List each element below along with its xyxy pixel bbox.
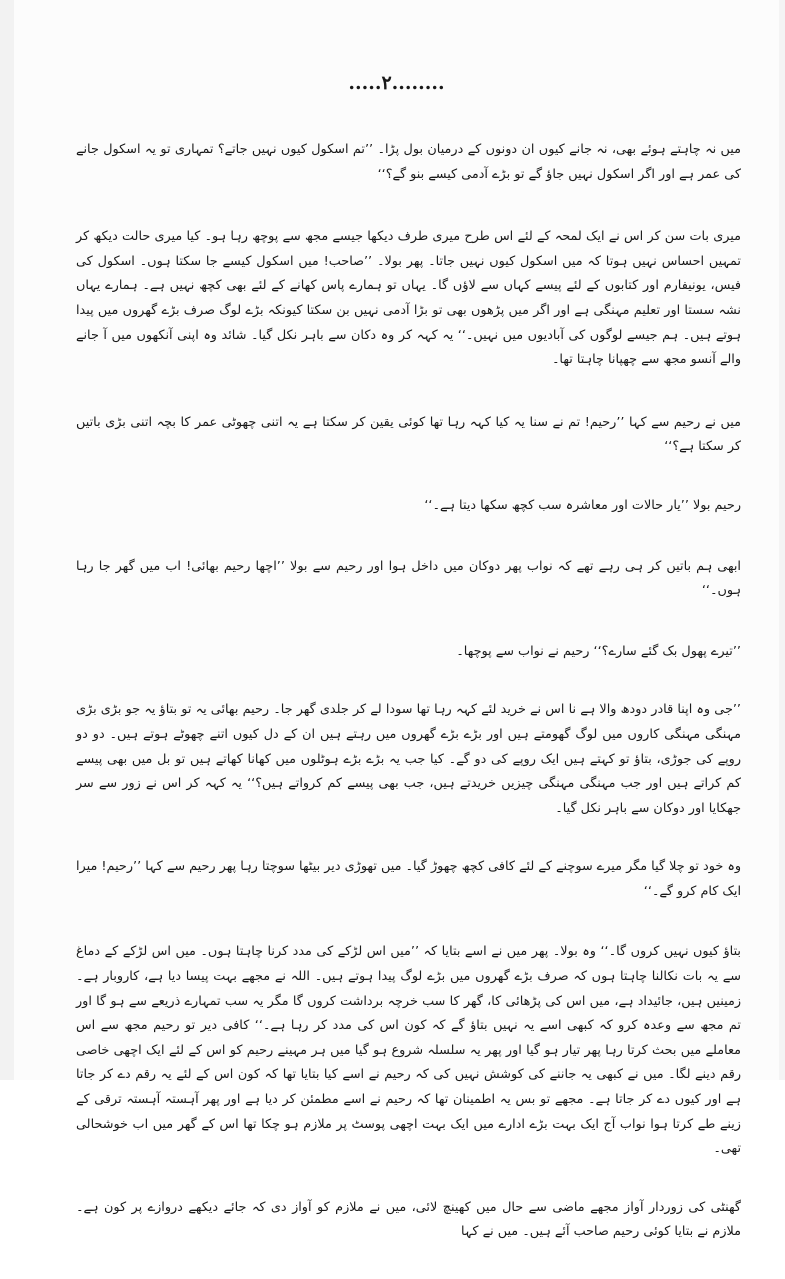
paragraph-8: وہ خود تو چلا گیا مگر میرے سوچنے کے لئے کافی کچھ چھوڑ گیا۔ میں تھوڑی دیر بیٹھا سوچتا رہا پھر رحیم سے کہا ’’رحیم! میرا ایک کام کرو گے۔‘‘ xyxy=(76,859,741,899)
paragraph-2: میری بات سن کر اس نے ایک لمحہ کے لئے اس طرح میری طرف دیکھا جیسے مجھ سے پوچھ رہا ہو۔ کیا میری حالت دیکھ کر تمہیں احساس نہیں ہوتا کہ میں اسکول کیوں نہیں جاتا۔ پھر بولا۔ ’’صاحب! میں اسکول کیسے جا سکتا ہوں۔ اسکول کی فیس، یونیفارم اور کتابوں کے لئے پیسے کہاں سے لاؤں گا۔ یہاں تو ہمارے پاس کھانے کے لئے بھی کچھ نہیں ہے۔ ہمارے یہاں نشہ سستا اور تعلیم مہنگی ہے اور اگر میں پڑھوں بھی تو بڑا آدمی نہیں بن سکتا کیونکہ بڑے لوگ صرف بڑے گھروں میں پیدا ہوتے ہیں۔ ہم جیسے لوگوں کی آبادیوں میں نہیں۔‘‘ یہ کہہ کر وہ دکان سے باہر نکل گیا۔ شائد وہ اپنی آنکھوں میں آ جانے والے آنسو مجھ سے چھپانا چاہتا تھا۔ xyxy=(76,229,741,368)
story-text xyxy=(76,138,741,1279)
paragraph-4: رحیم بولا ’’یار حالات اور معاشرہ سب کچھ سکھا دیتا ہے۔‘‘ xyxy=(424,497,741,513)
paragraph-9: بتاؤ کیوں نہیں کروں گا۔‘‘ وہ بولا۔ پھر میں نے اسے بتایا کہ ’’میں اس لڑکے کی مدد کرنا چاہتا ہوں۔ میں اس لڑکے کے دماغ سے یہ بات نکالنا چاہتا ہوں کہ صرف بڑے گھروں میں بڑے لوگ پیدا ہوتے ہیں۔ اللہ نے مجھے بہت پیسا دیا ہے، کاروبار ہے۔ زمینیں ہیں، جائیداد ہے، میں اس کی پڑھائی کا، گھر کا سب خرچہ برداشت کروں گا مگر یہ سب تمہارے ذریعے سے ہو گا اور تم مجھ سے وعدہ کرو کہ کبھی اسے یہ نہیں بتاؤ گے کہ کون اس کی مدد کر رہا ہے۔‘‘ کافی دیر تو رحیم مجھ سے اس معاملے میں بحث کرتا رہا پھر تیار ہو گیا اور پھر یہ سلسلہ شروع ہو گیا میں ہر مہینے رحیم کو اس کے لئے ایک اچھی خاصی رقم دینے لگا۔ میں نے کبھی یہ جاننے کی کوشش نہیں کی کہ رحیم نے اسے کیا بتایا تھا کہ کون اس کے لئے یہ رقم دے کر جاتا ہے اور کیوں دے کر جاتا ہے۔ مجھے تو بس یہ اطمینان تھا کہ رحیم نے اسے مطمئن کر دیا ہے اور پھر آہستہ آہستہ ترقی کے زینے طے کرتا ہوا نواب آج ایک بہت بڑے ادارے میں ایک بہت اچھی پوسٹ پر ملازم ہو چکا تھا اس کے گھر میں اب خوشحالی تھی۔ xyxy=(76,944,741,1157)
paragraph-6: ’’تیرے پھول بک گئے سارے؟‘‘ رحیم نے نواب سے پوچھا۔ xyxy=(456,643,741,659)
paragraph-3: میں نے رحیم سے کہا ’’رحیم! تم نے سنا یہ کیا کہہ رہا تھا کوئی یقین کر سکتا ہے یہ اتنی چھوٹی عمر کا بچہ اتنی بڑی باتیں کر سکتا ہے؟‘‘ xyxy=(76,414,741,455)
paragraph-1: میں نہ چاہتے ہوئے بھی، نہ جانے کیوں ان دونوں کے درمیان بول پڑا۔ ’’تم اسکول کیوں نہیں جاتے؟ تمہاری تو یہ اسکول جانے کی عمر ہے اور اگر اسکول نہیں جاؤ گے تو بڑے آدمی کیسے بنو گے؟‘‘ xyxy=(76,142,741,182)
page-number: .....۲........ xyxy=(348,72,445,94)
paragraph-10: گھنٹی کی زوردار آواز مجھے ماضی سے حال میں کھینچ لائی، میں نے ملازم کو آواز دی کہ جائے دیکھے دروازے پر کون ہے۔ ملازم نے بتایا کوئی رحیم صاحب آئے ہیں۔ میں نے کہا xyxy=(76,1199,741,1240)
paragraph-7: ’’جی وہ اپنا قادر دودھ والا ہے نا اس نے خرید لئے کہہ رہا تھا سودا لے کر جلدی گھر جا۔ رحیم بھائی یہ تو بتاؤ یہ جو بڑی بڑی مہنگی مہنگی کاروں میں لوگ گھومتے ہیں اور بڑے بڑے گھروں میں رہتے ہیں ان کے دل کیوں اتنے چھوٹے ہوتے ہیں۔ دو دو روپے کی جوڑی، بتاؤ تو کہتے ہیں ایک روپے کی دو گے۔ کیا جب یہ بڑے بڑے ہوٹلوں میں کھانا کھاتے ہیں تو بل میں بھی پیسے کم کراتے ہیں اور جب مہنگی مہنگی چیزیں خریدتے ہیں، جب بھی پیسے کم کرواتے ہیں؟‘‘ یہ کہہ کر اس نے زور سے سر جھکایا اور دوکان سے باہر نکل گیا۔ xyxy=(76,702,741,816)
paragraph-5: ابھی ہم باتیں کر ہی رہے تھے کہ نواب پھر دوکان میں داخل ہوا اور رحیم سے بولا ’’اچھا رحیم بھائی! اب میں گھر جا رہا ہوں۔‘‘ xyxy=(76,558,741,599)
